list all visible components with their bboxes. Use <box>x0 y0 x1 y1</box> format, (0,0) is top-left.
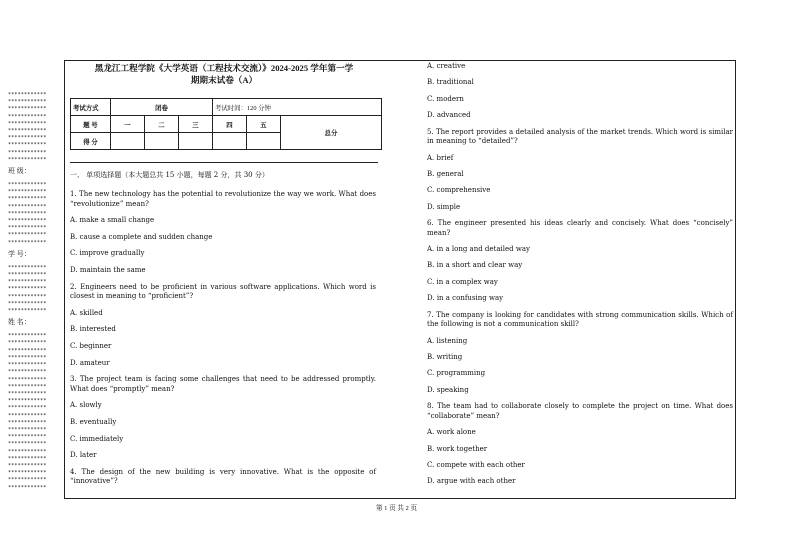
total-score-label: 总分 <box>281 116 382 150</box>
score-cell-3[interactable] <box>179 133 213 150</box>
q3-option-c: C. immediately <box>70 434 124 443</box>
score-row-label: 得 分 <box>71 133 111 150</box>
score-cell-2[interactable] <box>145 133 179 150</box>
q2-option-a: A. skilled <box>70 308 103 317</box>
q5-option-a: A. brief <box>427 153 454 162</box>
q1-option-a: A. make a small change <box>70 216 155 225</box>
q8-option-c: C. compete with each other <box>427 460 525 469</box>
question-2-text: 2. Engineers need to be proficient in various software applications. Which word is closest in meaning to “proficient”? <box>70 282 376 301</box>
q4-option-c: C. modern <box>427 94 464 103</box>
q6-option-d: D. in a confusing way <box>427 294 504 303</box>
q4-option-a: A. creative <box>427 62 466 70</box>
page-footer: 第 1 页 共 2 页 <box>375 505 418 512</box>
q8-option-d: D. argue with each other <box>427 477 516 486</box>
question-6-text: 6. The engineer presented his ideas clearly and concisely. What does “concisely” mean? <box>427 219 733 237</box>
col-header-2: 二 <box>145 116 179 133</box>
q5-option-c: C. comprehensive <box>427 186 491 195</box>
q6-option-b: B. in a short and clear way <box>427 261 523 270</box>
q1-option-b: B. cause a complete and sudden change <box>70 232 213 241</box>
col-header-3: 三 <box>179 116 213 133</box>
q6-option-c: C. in a complex way <box>427 277 498 286</box>
question-4 <box>70 468 376 487</box>
right-column <box>427 62 733 487</box>
name-label: 姓 名： <box>8 318 31 327</box>
q7-option-b: B. writing <box>427 353 463 362</box>
question-5-text: 5. The report provides a detailed analysis of the market trends. Which word is similar in meaning to “detailed”? <box>427 127 733 146</box>
q7-option-a: A. listening <box>427 336 468 345</box>
q2-option-d: D. amateur <box>70 358 110 367</box>
question-1-text: 1. The new technology has the potential to revolutionize the way we work. What does “revolutionize” mean? <box>70 190 376 208</box>
question-6 <box>427 219 733 304</box>
question-7-text: 7. The company is looking for candidates with strong communication skills. Which of the following is not a communication skill? <box>427 310 733 329</box>
binding-dots-3: ************ ************ ************ ************ ************ ************ ************ <box>8 264 47 315</box>
question-8-text: 8. The team had to collaborate closely to complete the project on time. What does “collaborate” mean? <box>427 402 733 420</box>
score-cell-5[interactable] <box>247 133 281 150</box>
question-number-label: 题 号 <box>71 116 111 133</box>
col-header-5: 五 <box>247 116 281 133</box>
col-header-4: 四 <box>213 116 247 133</box>
binding-dots-4: ************ ************ ************ ************ ************ ************ ************ ************ ************ ************ ************ ************ ************ ************ ************ ************ ************ ************ ************ ************ ************ ************ <box>8 333 47 491</box>
col-header-1: 一 <box>111 116 145 133</box>
question-8 <box>427 402 733 487</box>
section-divider <box>70 162 378 163</box>
q5-option-b: B. general <box>427 169 464 178</box>
score-cell-1[interactable] <box>111 133 145 150</box>
q2-option-c: C. beginner <box>70 341 112 350</box>
q3-option-b: B. eventually <box>70 417 117 426</box>
q7-option-d: D. speaking <box>427 385 469 394</box>
question-5 <box>427 128 733 213</box>
q3-option-d: D. later <box>70 451 97 460</box>
exam-title-line1: 黑龙江工程学院《大学英语（工程技术交流）》2024-2025 学年第一学 <box>94 63 354 73</box>
question-3 <box>70 375 376 461</box>
q6-option-a: A. in a long and detailed way <box>427 245 530 254</box>
q2-option-b: B. interested <box>70 325 116 334</box>
binding-dots-2: ************ ************ ************ ************ ************ ************ ************ ************ ************ <box>8 182 47 246</box>
question-7 <box>427 311 733 396</box>
q1-option-c: C. improve gradually <box>70 249 145 258</box>
q8-option-a: A. work alone <box>427 428 476 437</box>
left-questions <box>70 190 376 487</box>
question-2 <box>70 283 376 369</box>
exam-mode-label: 考试方式 <box>71 99 111 116</box>
left-column <box>70 62 378 86</box>
q5-option-d: D. simple <box>427 202 461 211</box>
student-id-label: 学 号： <box>8 249 31 258</box>
exam-title <box>70 62 378 86</box>
score-table <box>70 98 382 150</box>
question-1 <box>70 190 376 276</box>
binding-dots-1: ************ ************ ************ ************ ************ ************ ************ ************ ************ ************ <box>8 92 47 163</box>
q3-option-a: A. slowly <box>70 401 102 410</box>
exam-time: 考试时间：120 分钟 <box>213 99 382 116</box>
section-title: 一、 单项选择题（本大题总共 15 小题，每题 2 分，共 30 分） <box>70 171 269 179</box>
score-cell-4[interactable] <box>213 133 247 150</box>
q8-option-b: B. work together <box>427 444 488 453</box>
q4-option-d: D. advanced <box>427 111 471 120</box>
class-label: 班 级： <box>8 167 31 176</box>
question-4-text: 4. The design of the new building is very innovative. What is the opposite of “innovative”? <box>70 467 376 486</box>
exam-title-line2: 期期末试卷（A） <box>190 75 258 85</box>
q7-option-c: C. programming <box>427 369 486 378</box>
binding-strip <box>8 92 60 492</box>
question-3-text: 3. The project team is facing some challenges that need to be addressed promptly. What does “promptly” mean? <box>70 375 376 393</box>
q4-option-b: B. traditional <box>427 78 474 87</box>
q1-option-d: D. maintain the same <box>70 265 146 274</box>
exam-mode-value: 闭卷 <box>111 99 213 116</box>
